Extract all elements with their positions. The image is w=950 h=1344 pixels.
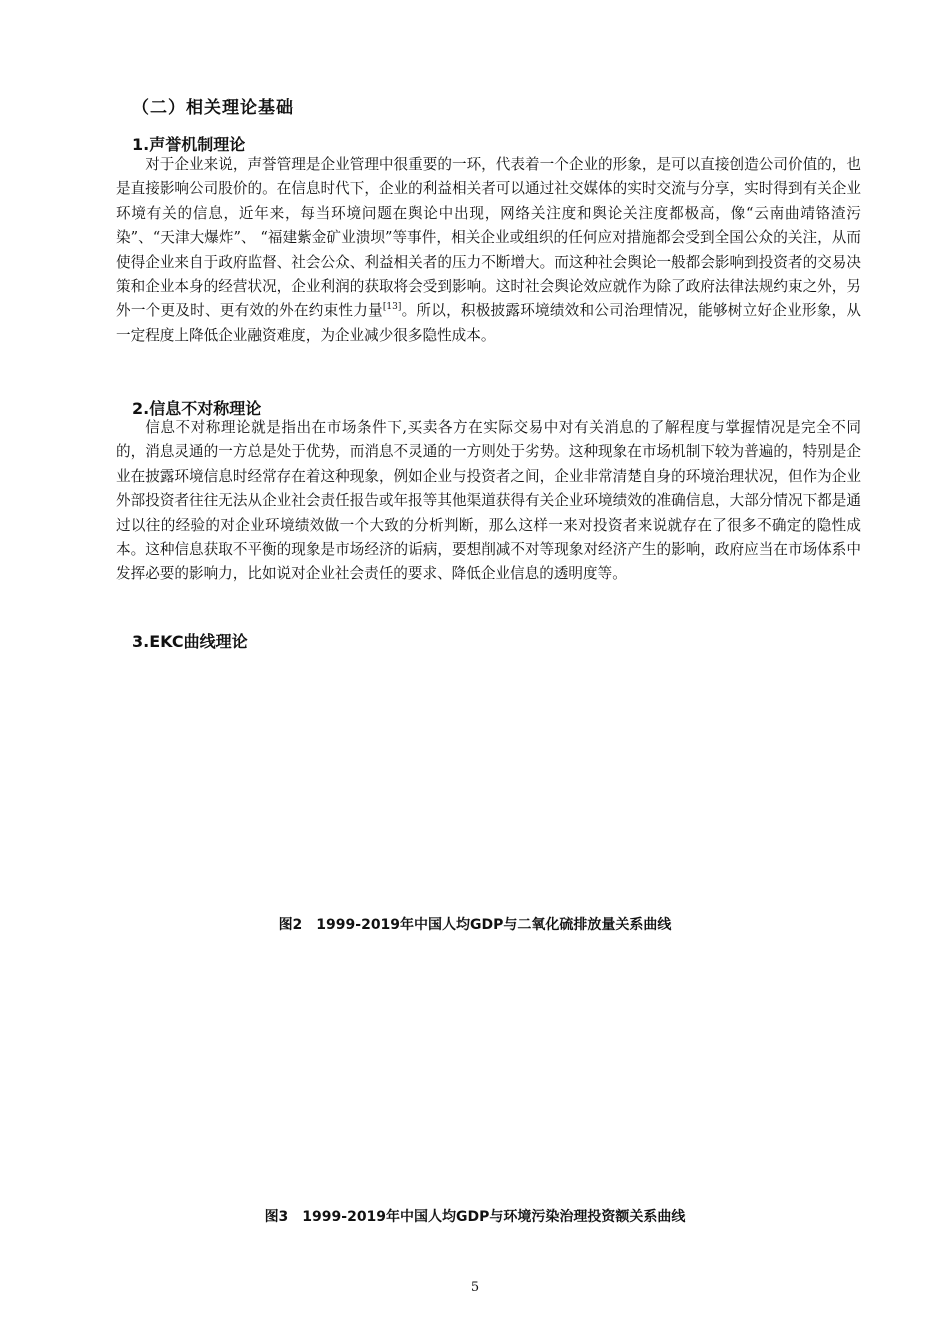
subsection-heading-3: 3.EKC曲线理论 [132,632,248,651]
page-number: 5 [470,1280,480,1295]
paragraph-text-1b: 。所以，积极披露环境绩效和公司治理情况，能够树立好企业形象，从一定程度上降低企业融资难度，为企业减少很多隐性成本。 [116,302,861,344]
paragraph-reputation-mechanism [116,153,861,348]
subsection-heading-2: 2.信息不对称理论 [132,399,262,418]
paragraph-body-1 [116,153,861,348]
subsection-heading-1: 1.声誉机制理论 [132,135,246,154]
paragraph-body-2: 信息不对称理论就是指出在市场条件下,买卖各方在实际交易中对有关消息的了解程度与掌握情况是完全不同的，消息灵通的一方总是处于优势，而消息不灵通的一方则处于劣势。这种现象在市场机制下较为普遍的，特别是企业在披露环境信息时经常存在着这种现象，例如企业与投资者之间，企业非常清楚自身的环境治理状况，但作为企业外部投资者往往无法从企业社会责任报告或年报等其他渠道获得有关企业环境绩效的准确信息，大部分情况下都是通过以往的经验的对企业环境绩效做一个大致的分析判断，那么这样一来对投资者来说就存在了很多不确定的隐性成本。这种信息获取不平衡的现象是市场经济的诟病，要想削减不对等现象对经济产生的影响，政府应当在市场体系中发挥必要的影响力，比如说对企业社会责任的要求、降低企业信息的透明度等。 [116,419,861,583]
figure-3-caption: 图3 1999-2019年中国人均GDP与环境污染治理投资额关系曲线 [264,1209,686,1225]
section-heading: （二）相关理论基础 [132,98,294,118]
figure-2-placeholder [116,660,861,900]
paragraph-text-1a: 对于企业来说，声誉管理是企业管理中很重要的一环，代表着一个企业的形象，是可以直接创造公司价值的，也是直接影响公司股价的。在信息时代下，企业的利益相关者可以通过社交媒体的实时交流与分享，实时得到有关企业环境有关的信息，近年来，每当环境问题在舆论中出现，网络关注度和舆论关注度都极高，像“云南曲靖铬渣污染”、“天津大爆炸”、 “福建紫金矿业溃坝”等事件，相关企业或组织的任何应对措施都会受到全国公众的关注，从而使得企业来自于政府监督、社会公众、利益相关者的压力不断增大。而这种社会舆论一般都会影响到投资者的交易决策和企业本身的经营状况，企业利润的获取将会受到影响。这时社会舆论效应就作为除了政府法律法规约束之外，另外一个更及时、更有效的外在约束性力量 [116,156,861,320]
figure-2-caption: 图2 1999-2019年中国人均GDP与二氧化硫排放量关系曲线 [278,917,672,933]
paragraph-information-asymmetry [116,416,861,587]
citation-13[interactable]: [13] [382,302,402,313]
figure-3-placeholder [116,945,861,1195]
